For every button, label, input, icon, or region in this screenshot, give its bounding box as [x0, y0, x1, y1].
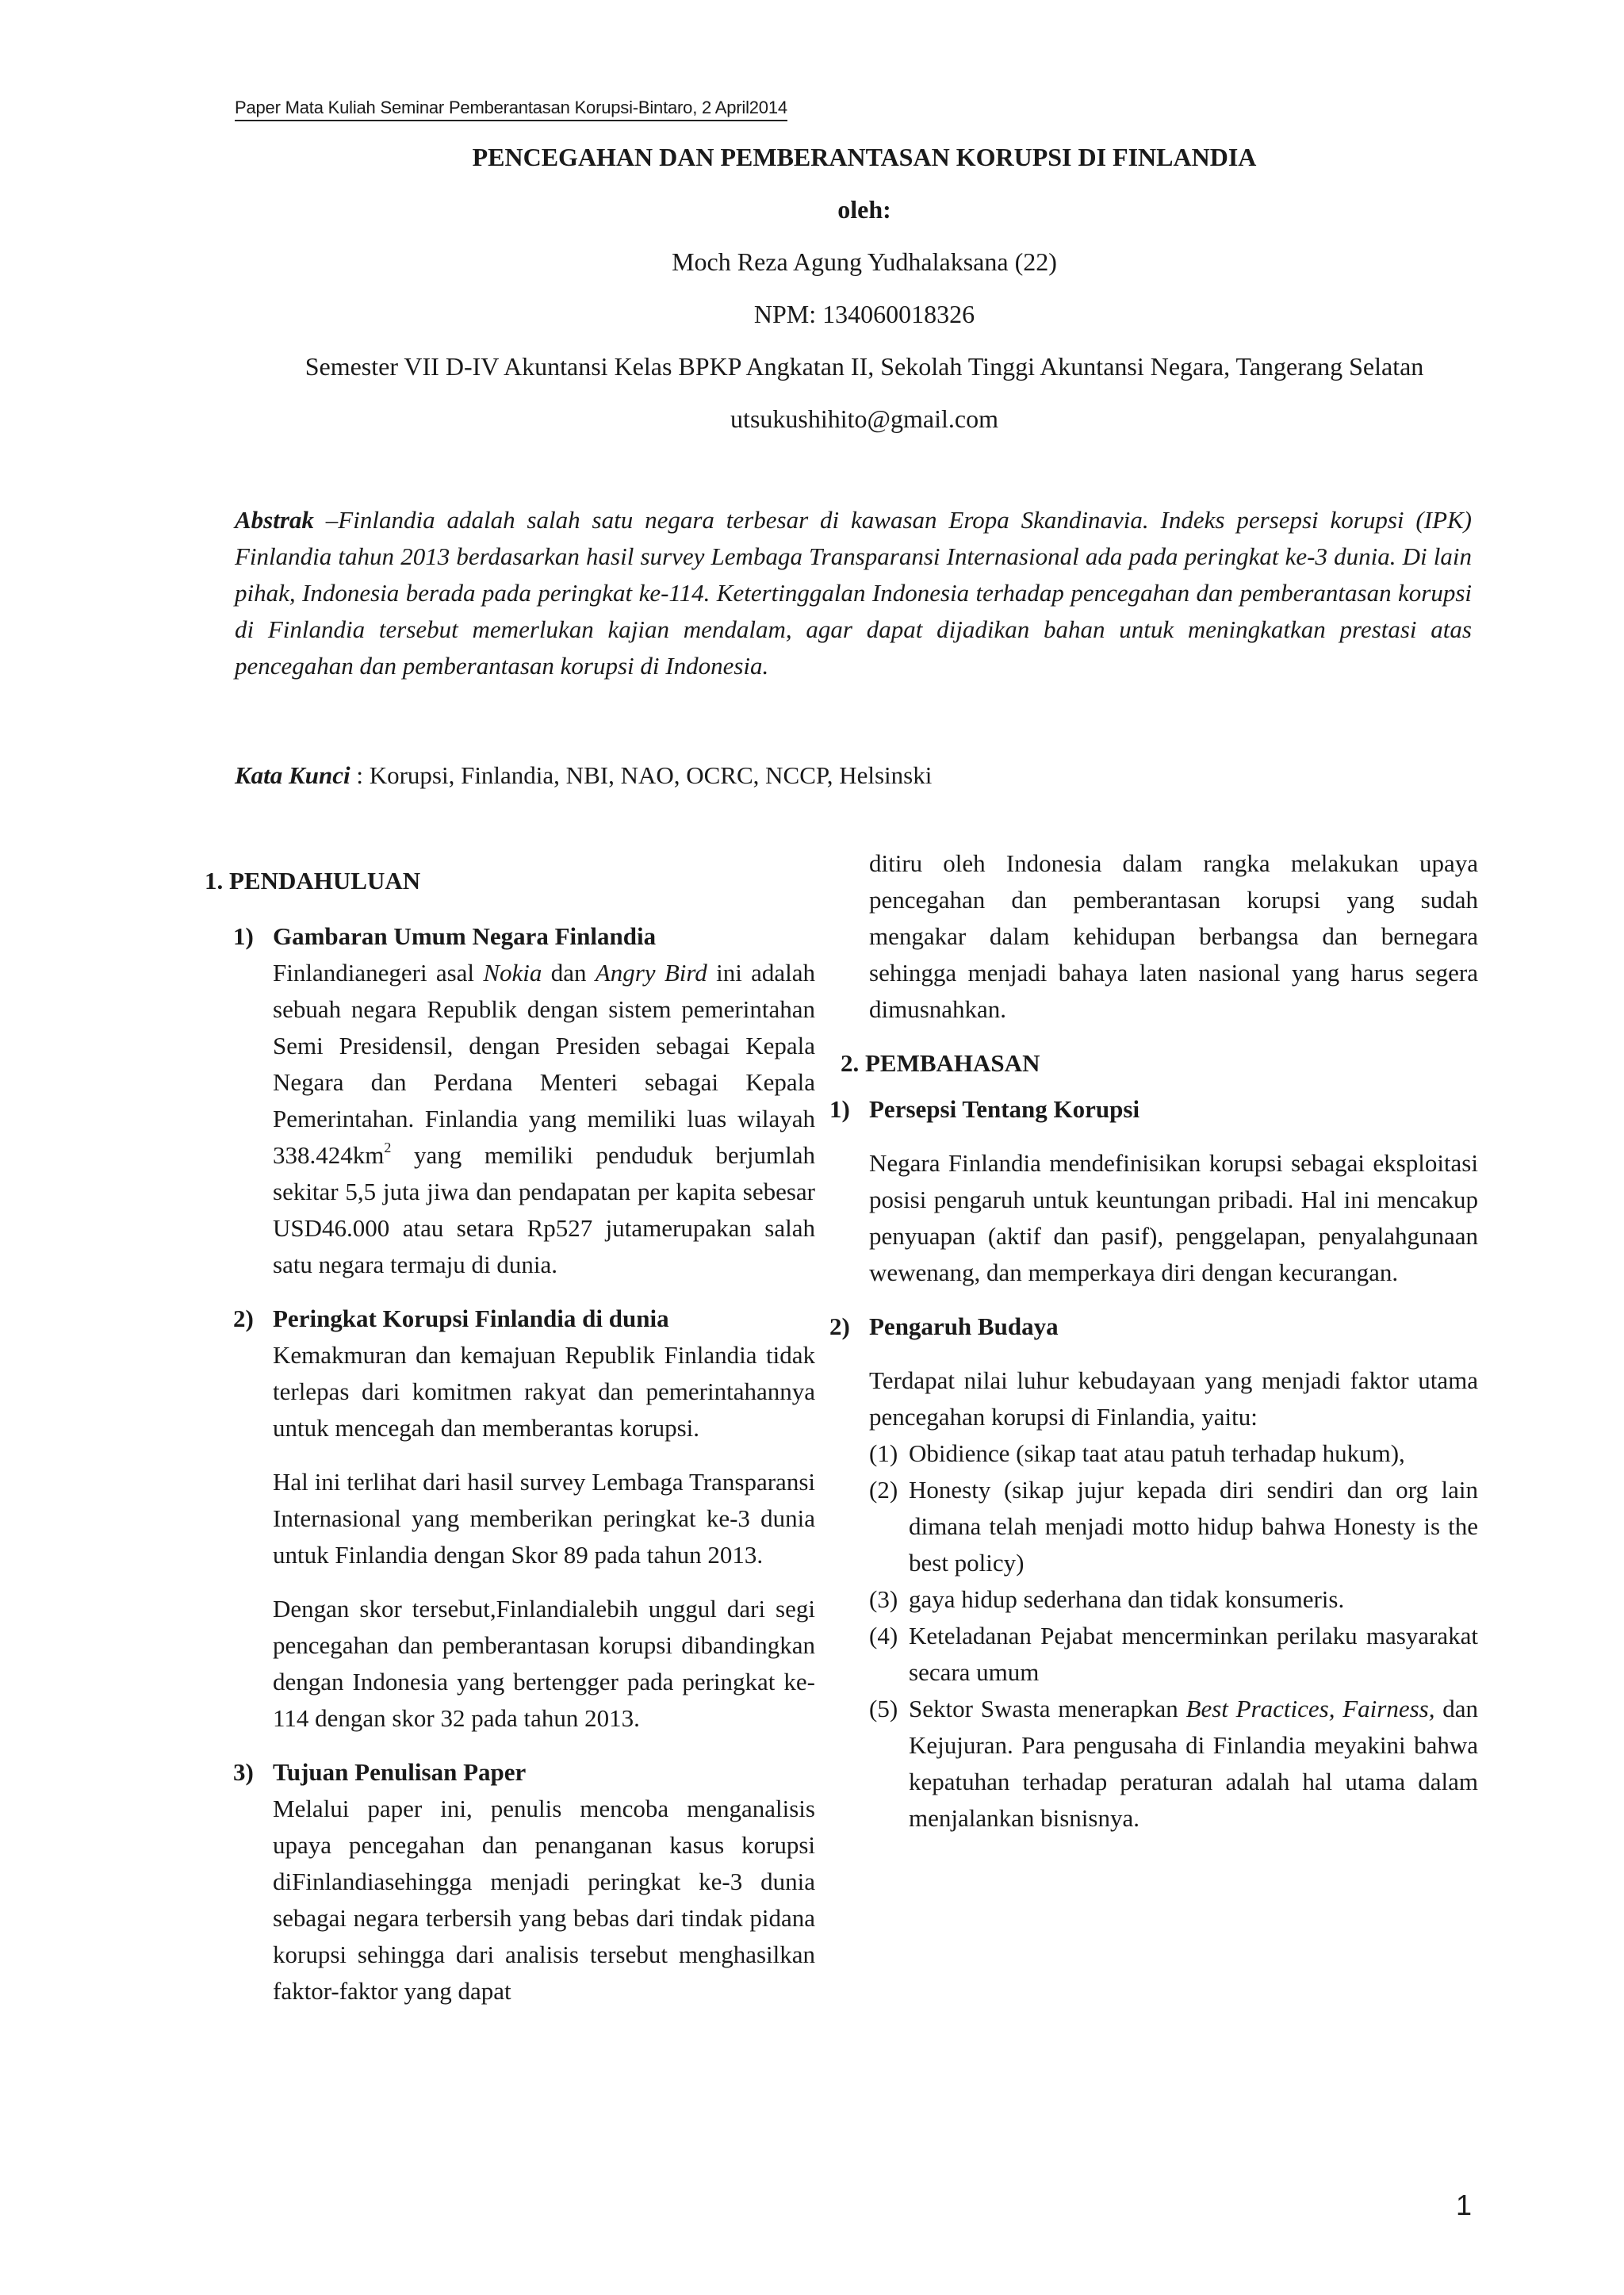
- paragraph: Hal ini terlihat dari hasil survey Lembaga Transparansi Internasional yang memberikan peringkat ke-3 dunia untuk Finlandia dengan Skor 89 pada tahun 2013.: [273, 1468, 815, 1569]
- abstract-label: Abstrak: [235, 506, 314, 534]
- italic-text: Best Practices, Fairness,: [1185, 1695, 1435, 1722]
- list-item: [869, 1581, 1478, 1618]
- superscript: 2: [384, 1140, 392, 1155]
- subsection-number: 2): [233, 1305, 254, 1332]
- keywords-label: Kata Kunci: [235, 761, 350, 789]
- text-run: Finlandianegeri asal: [273, 959, 484, 987]
- section-heading-pembahasan: 2. PEMBAHASAN: [841, 1049, 1040, 1077]
- subsection-number: 1): [829, 1095, 850, 1123]
- list-text: Honesty (sikap jujur kepada diri sendiri dan org lain dimana telah menjadi motto hidup bahwa Honesty is the best policy): [909, 1476, 1478, 1577]
- paragraph: Kemakmuran dan kemajuan Republik Finlandia tidak terlepas dari komitmen rakyat dan pemerintahannya untuk mencegah dan memberantas korupsi.: [273, 1341, 815, 1442]
- subsection-title: Tujuan Penulisan Paper: [273, 1758, 527, 1786]
- affiliation: Semester VII D-IV Akuntansi Kelas BPKP Angkatan II, Sekolah Tinggi Akuntansi Negara, Tangerang Selatan: [304, 352, 1424, 381]
- subsection-title: Pengaruh Budaya: [869, 1312, 1059, 1340]
- list-number: (2): [869, 1476, 898, 1504]
- text-run: ini adalah sebuah negara Republik dengan sistem pemerintahan Semi Presidensil, dengan Presiden sebagai Kepala Negara dan Perdana Menteri sebagai Kepala Pemerintahan. Finlandia yang memiliki luas wilayah 338.424km: [273, 959, 816, 1169]
- keywords-text: : Korupsi, Finlandia, NBI, NAO, OCRC, NCCP, Helsinski: [350, 761, 933, 789]
- list-text: Keteladanan Pejabat mencerminkan perilaku masyarakat secara umum: [909, 1622, 1478, 1686]
- front-matter: [235, 135, 1494, 449]
- keywords: [235, 757, 932, 794]
- italic-text: Nokia: [483, 959, 542, 987]
- text-run: yang memiliki penduduk berjumlah sekitar 5,5 juta jiwa dan pendapatan per kapita sebesar USD46.000 atau setara Rp527 jutamerupakan salah satu negara termaju di dunia.: [273, 1141, 815, 1278]
- subsection-title: Gambaran Umum Negara Finlandia: [273, 922, 657, 950]
- list-text: [909, 1691, 1478, 1837]
- list-item: [869, 1435, 1478, 1472]
- italic-text: Angry Bird: [595, 959, 707, 987]
- list-item: [869, 1691, 1478, 1837]
- list-number: (3): [869, 1585, 898, 1613]
- paragraph-continued: ditiru oleh Indonesia dalam rangka melakukan upaya pencegahan dan pemberantasan korupsi yang sudah mengakar dalam kehidupan berbangsa dan bernegara sehingga menjadi bahaya laten nasional yang harus segera dimusnahkan.: [869, 849, 1478, 1023]
- abstract-text: –Finlandia adalah salah satu negara terbesar di kawasan Eropa Skandinavia. Indeks persepsi korupsi (IPK) Finlandia tahun 2013 berdasarkan hasil survey Lembaga Transparansi Internasional ada pada peringkat ke-3 dunia. Di lain pihak, Indonesia berada pada peringkat ke-114. Ketertinggalan Indonesia terhadap pencegahan dan pemberantasan korupsi di Finlandia tersebut memerlukan kajian mendalam, agar dapat dijadikan bahan untuk meningkatkan prestasi atas pencegahan dan pemberantasan korupsi di Indonesia.: [235, 506, 1472, 680]
- subsection-title: Persepsi Tentang Korupsi: [869, 1095, 1140, 1123]
- paragraph: Melalui paper ini, penulis mencoba menganalisis upaya pencegahan dan penanganan kasus korupsi diFinlandiasehingga menjadi peringkat ke-3 dunia sebagai negara terbersih yang bebas dari tindak pidana korupsi sehingga dari analisis tersebut menghasilkan faktor-faktor yang dapat: [273, 1795, 815, 2005]
- text-run: Sektor Swasta menerapkan: [909, 1695, 1186, 1722]
- npm: NPM: 134060018326: [753, 300, 975, 328]
- text-run: dan Kejujuran. Para pengusaha di Finlandia meyakini bahwa kepatuhan terhadap peraturan adalah hal utama dalam menjalankan bisnisnya.: [909, 1695, 1479, 1832]
- subsection-heading: [801, 1091, 1478, 1128]
- subsection-heading: [205, 1754, 815, 1791]
- subsection-number: 3): [233, 1758, 254, 1786]
- subsection-number: 2): [829, 1312, 850, 1340]
- running-header: Paper Mata Kuliah Seminar Pemberantasan Korupsi-Bintaro, 2 April2014: [235, 97, 787, 121]
- list-item: [869, 1618, 1478, 1691]
- paper-title: PENCEGAHAN DAN PEMBERANTASAN KORUPSI DI FINLANDIA: [472, 143, 1257, 171]
- subsection-heading: [205, 1301, 815, 1337]
- subsection-number: 1): [233, 922, 254, 950]
- list-text: Obidience (sikap taat atau patuh terhadap hukum),: [909, 1439, 1405, 1467]
- text-run: dan: [542, 959, 596, 987]
- list-number: (4): [869, 1622, 898, 1649]
- subsection-heading: [205, 918, 815, 955]
- by-label: oleh:: [837, 195, 891, 224]
- email: utsukushihito@gmail.com: [730, 404, 998, 433]
- page-number: 1: [1456, 2189, 1473, 2221]
- left-column: [205, 863, 815, 2010]
- paragraph: Negara Finlandia mendefinisikan korupsi sebagai eksploitasi posisi pengaruh untuk keuntungan pribadi. Hal ini mencakup penyuapan (aktif dan pasif), penggelapan, penyalahgunaan wewenang, dan memperkaya diri dengan kecurangan.: [869, 1149, 1478, 1286]
- list-number: (1): [869, 1439, 898, 1467]
- subsection-title: Peringkat Korupsi Finlandia di dunia: [273, 1305, 669, 1332]
- author-name: Moch Reza Agung Yudhalaksana (22): [672, 247, 1057, 276]
- paragraph: Terdapat nilai luhur kebudayaan yang menjadi faktor utama pencegahan korupsi di Finlandia, yaitu:: [869, 1366, 1478, 1431]
- subsection-heading: [801, 1308, 1478, 1345]
- section-heading-pendahuluan: 1. PENDAHULUAN: [205, 867, 421, 895]
- list-number: (5): [869, 1695, 898, 1722]
- abstract: [235, 502, 1472, 684]
- right-column: [829, 845, 1479, 1837]
- paragraph: [273, 955, 815, 1283]
- list-item: [869, 1472, 1478, 1581]
- list-text: gaya hidup sederhana dan tidak konsumeris.: [909, 1585, 1345, 1613]
- paragraph: Dengan skor tersebut,Finlandialebih unggul dari segi pencegahan dan pemberantasan korupsi dibandingkan dengan Indonesia yang bertengger pada peringkat ke-114 dengan skor 32 pada tahun 2013.: [273, 1595, 815, 1732]
